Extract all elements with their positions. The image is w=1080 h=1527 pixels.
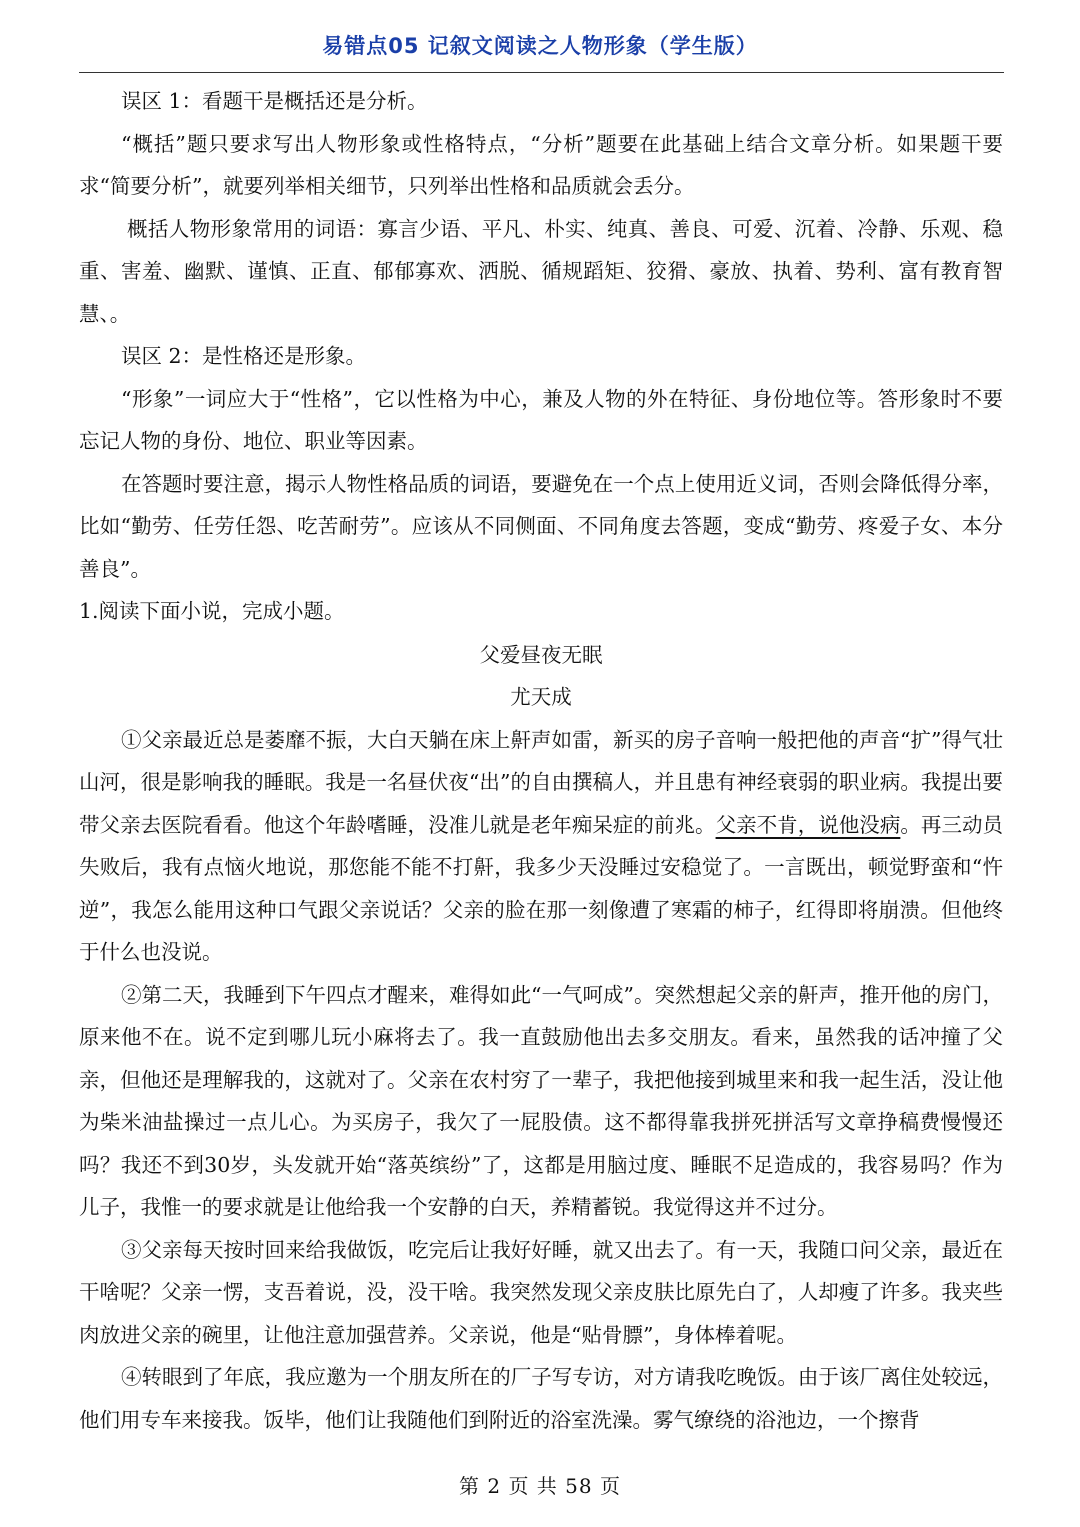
answering-tip: 在答题时要注意，揭示人物性格品质的词语，要避免在一个点上使用近义词，否则会降低得分率，比如“勤劳、任劳任怨、吃苦耐劳”。应该从不同侧面、不同角度去答题，变成“勤劳、疼爱子女、本分善良”。 <box>79 471 1003 581</box>
misconception-2-heading: 误区 2：是性格还是形象。 <box>121 344 367 368</box>
story-paragraph-2: ②第二天，我睡到下午四点才醒来，难得如此“一气呵成”。突然想起父亲的鼾声，推开他的房门，原来他不在。说不定到哪儿玩小麻将去了。我一直鼓励他出去多交朋友。看来，虽然我的话冲撞了父亲，但他还是理解我的，这就对了。父亲在农村穷了一辈子，我把他接到城里来和我一起生活，没让他为柴米油盐操过一点儿心。为买房子，我欠了一屁股债。这不都得靠我拼死拼活写文章挣稿费慢慢还吗？我还不到30岁，头发就开始“落英缤纷”了，这都是用脑过度、睡眠不足造成的，我容易吗？作为儿子，我惟一的要求就是让他给我一个安静的白天，养精蓄锐。我觉得这并不过分。 <box>79 982 1003 1219</box>
story-paragraph-1-part-a: ①父亲最近总是萎靡不振，大白天躺在床上鼾声如雷，新买的房子音响一般把他的声音“扩”得气壮山河，很是影响我的睡眠。我是一名昼伏夜“出”的自由撰稿人，并且患有神经衰弱的职业病。我提出要带父亲去医院看看。他这个年龄嗜睡，没准儿就是老年痴呆症的前兆。 <box>79 727 1003 837</box>
misconception-1-heading: 误区 1：看题干是概括还是分析。 <box>121 89 428 113</box>
document-body <box>79 80 1003 1441</box>
common-character-words: 概括人物形象常用的词语：寡言少语、平凡、朴实、纯真、善良、可爱、沉着、冷静、乐观、稳重、害羞、幽默、谨慎、正直、郁郁寡欢、洒脱、循规蹈矩、狡猾、豪放、执着、势利、富有教育智慧、。 <box>79 216 1003 326</box>
story-author: 尤天成 <box>510 685 572 709</box>
page-header-title: 易错点05 记叙文阅读之人物形象（学生版） <box>322 34 758 58</box>
misconception-1-explanation: “概括”题只要求写出人物形象或性格特点，“分析”题要在此基础上结合文章分析。如果题干要求“简要分析”，就要列举相关细节，只列举出性格和品质就会丢分。 <box>79 131 1003 198</box>
story-paragraph-1 <box>79 719 1003 974</box>
story-paragraph-4: ④转眼到了年底，我应邀为一个朋友所在的厂子写专访，对方请我吃晚饭。由于该厂离住处较远，他们用专车来接我。饭毕，他们让我随他们到附近的浴室洗澡。雾气缭绕的浴池边，一个擦背 <box>79 1365 1003 1432</box>
story-paragraph-1-part-b: 。再三动员失败后，我有点恼火地说，那您能不能不打鼾，我多少天没睡过安稳觉了。一言既出，顿觉野蛮和“忤逆”，我怎么能用这种口气跟父亲说话？父亲的脸在那一刻像遭了寒霜的柿子，红得即将崩溃。但他终于什么也没说。 <box>79 812 1004 964</box>
story-title: 父爱昼夜无眠 <box>479 642 603 667</box>
misconception-2-explanation: “形象”一词应大于“性格”，它以性格为中心，兼及人物的外在特征、身份地位等。答形象时不要忘记人物的身份、地位、职业等因素。 <box>79 386 1003 453</box>
question-1-instruction: 1.阅读下面小说，完成小题。 <box>79 599 345 623</box>
page-footer: 第 2 页 共 58 页 <box>459 1474 621 1498</box>
underlined-sentence: 父亲不肯，说他没病 <box>715 812 901 837</box>
story-paragraph-3: ③父亲每天按时回来给我做饭，吃完后让我好好睡，就又出去了。有一天，我随口问父亲，最近在干啥呢？父亲一愣，支吾着说，没，没干啥。我突然发现父亲皮肤比原先白了，人却瘦了许多。我夹些肉放进父亲的碗里，让他注意加强营养。父亲说，他是“贴骨膘”，身体棒着呢。 <box>79 1237 1003 1347</box>
header-divider <box>79 72 1004 73</box>
